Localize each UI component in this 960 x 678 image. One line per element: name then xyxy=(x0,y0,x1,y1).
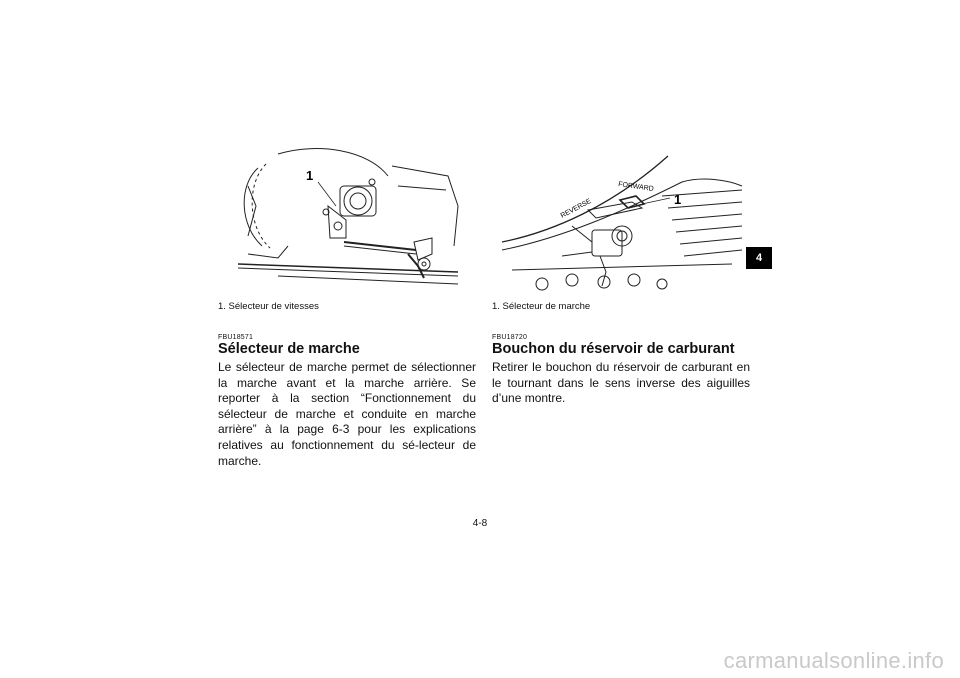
figure-caption: 1. Sélecteur de vitesses xyxy=(218,301,319,312)
chapter-tab: 4 xyxy=(746,247,772,269)
forward-label: FORWARD xyxy=(617,181,655,193)
figure-callout-1: 1 xyxy=(306,168,314,183)
reverse-selector-illustration xyxy=(492,146,750,298)
section-heading: Bouchon du réservoir de carburant xyxy=(492,341,735,357)
section-body: Retirer le bouchon du réservoir de carburant en le tournant dans le sens inverse des aiguilles d’une montre. xyxy=(492,360,750,406)
figure-caption: 1. Sélecteur de marche xyxy=(492,301,591,312)
section-heading: Sélecteur de marche xyxy=(218,341,360,357)
section-code: FBU18571 xyxy=(218,334,254,341)
right-column xyxy=(492,146,750,407)
page-number: 4-8 xyxy=(472,518,488,529)
section-body: Le sélecteur de marche permet de sélectionner la marche avant et la marche arrière. Se reporter à la section “Fonctionnement du sélecteur de marche et conduite en marche arrière” à la page 6-3 pour les explications relatives au fonctionnement du sé-lecteur de marche. xyxy=(218,360,476,468)
gear-shift-illustration xyxy=(218,146,476,298)
section-code: FBU18720 xyxy=(492,334,528,341)
left-column xyxy=(218,146,476,469)
watermark: carmanualsonline.info xyxy=(723,648,944,673)
reverse-label: REVERSE xyxy=(559,197,593,220)
figure-callout-1: 1 xyxy=(674,192,682,207)
